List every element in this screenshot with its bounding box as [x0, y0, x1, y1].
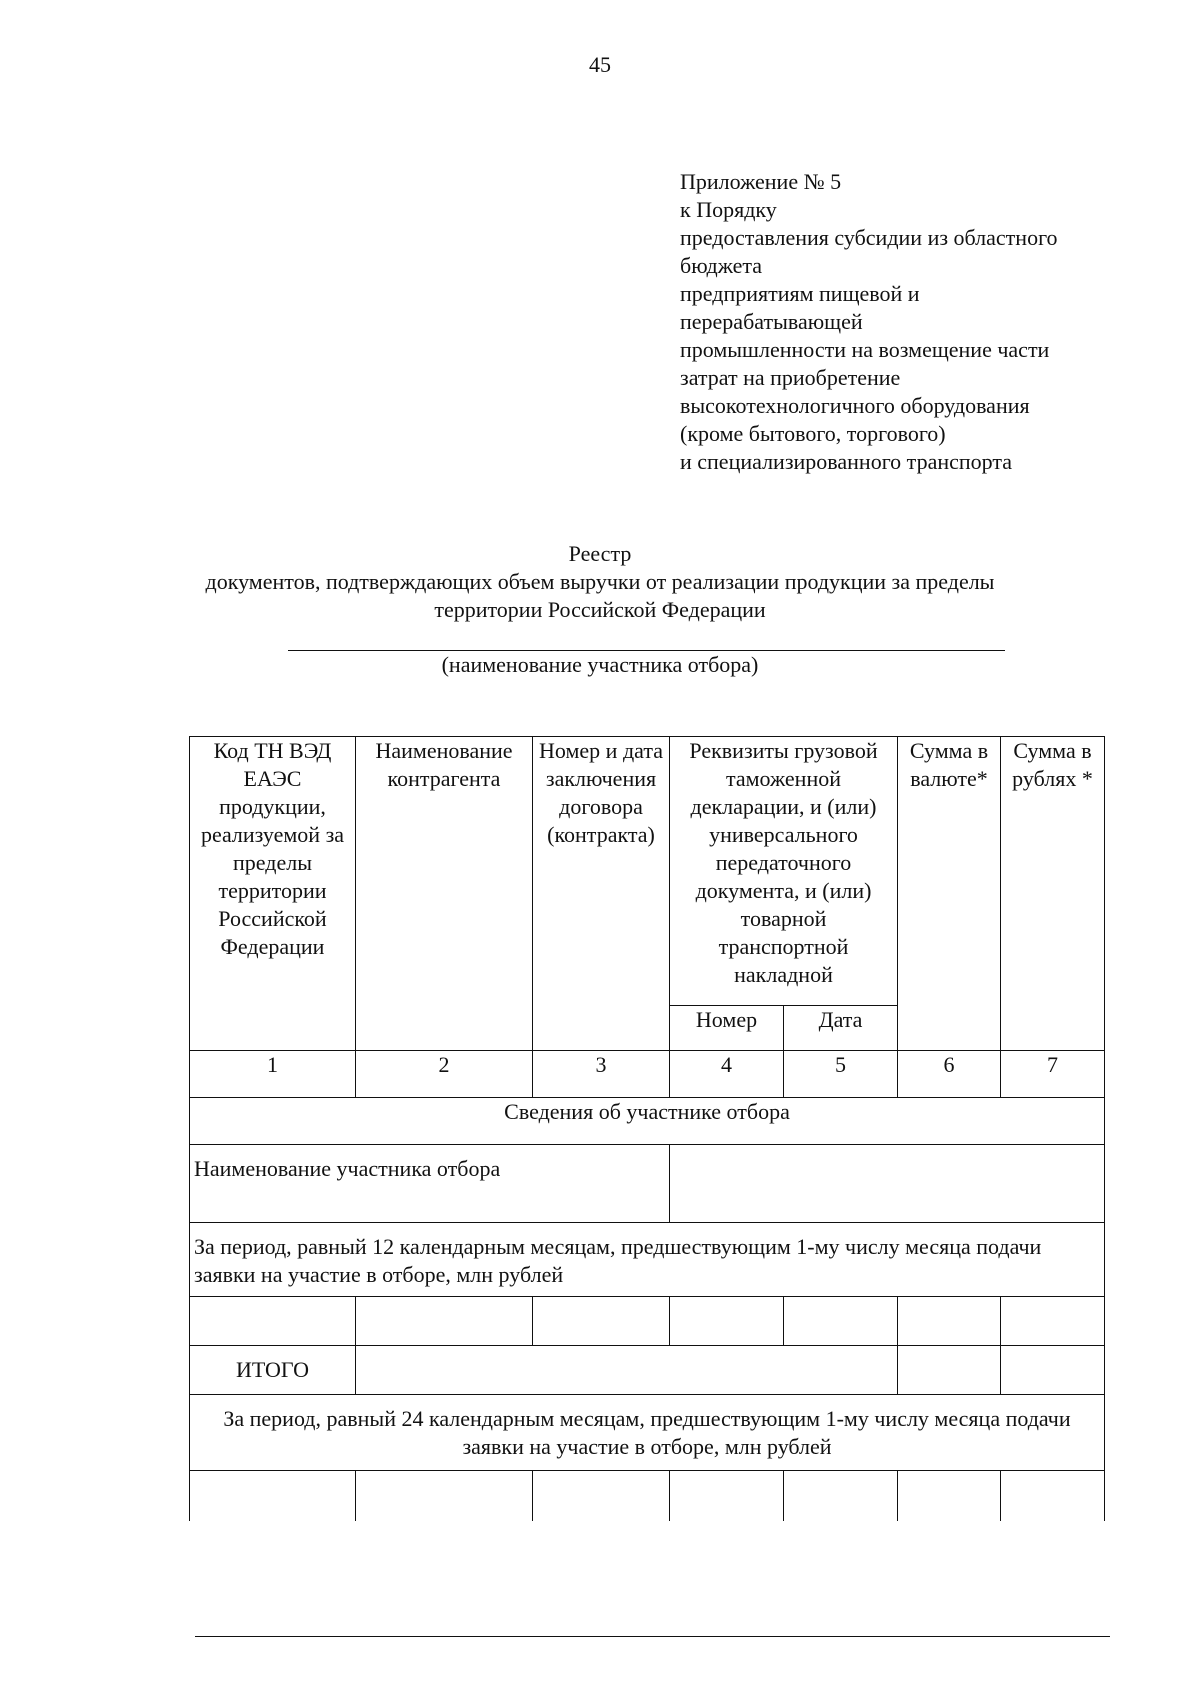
- table-cell[interactable]: [190, 1297, 356, 1346]
- table-cell[interactable]: [784, 1471, 898, 1521]
- table-cell[interactable]: [533, 1471, 670, 1521]
- section-row: [190, 1098, 1105, 1145]
- appendix-line: (кроме бытового, торгового): [680, 421, 946, 446]
- table-cell[interactable]: [898, 1471, 1001, 1521]
- subheader-number: Номер: [670, 1006, 784, 1051]
- table-cell[interactable]: [356, 1297, 533, 1346]
- appendix-line: к Порядку: [680, 197, 777, 222]
- appendix-line: предприятиям пищевой и: [680, 281, 920, 306]
- column-number: 7: [1001, 1051, 1105, 1098]
- table-row: [190, 1297, 1105, 1346]
- column-number: 4: [670, 1051, 784, 1098]
- participant-name-row: [190, 1145, 1105, 1223]
- table-cell[interactable]: [1001, 1471, 1105, 1521]
- header-code: Код ТН ВЭД ЕАЭС продукции, реализуемой за пределы территории Российской Федерации: [190, 737, 356, 1051]
- table-cell[interactable]: [190, 1471, 356, 1521]
- document-title: [150, 540, 1050, 624]
- column-number: 1: [190, 1051, 356, 1098]
- title-line: Реестр: [568, 541, 632, 566]
- column-number: 2: [356, 1051, 533, 1098]
- appendix-line: Приложение № 5: [680, 169, 842, 194]
- participant-name-line: [288, 650, 1005, 651]
- registry-table: [189, 736, 1105, 1521]
- period-12-label: За период, равный 12 календарным месяцам, предшествующим 1-му числу месяца подачи заявки на участие в отборе, млн рублей: [190, 1223, 1105, 1297]
- header-sum-rubles: Сумма в рублях *: [1001, 737, 1105, 1051]
- total-empty: [356, 1346, 898, 1395]
- total-sum-currency[interactable]: [898, 1346, 1001, 1395]
- total-row: [190, 1346, 1105, 1395]
- table-cell[interactable]: [670, 1471, 784, 1521]
- participant-name-caption: (наименование участника отбора): [441, 652, 759, 677]
- table-cell[interactable]: [898, 1297, 1001, 1346]
- appendix-line: предоставления субсидии из областного: [680, 225, 1058, 250]
- participant-name-value[interactable]: [670, 1145, 1105, 1223]
- period-24-label: За период, равный 24 календарным месяцам, предшествующим 1-му числу месяца подачи заявки на участие в отборе, млн рублей: [190, 1395, 1105, 1471]
- title-line: документов, подтверждающих объем выручки от реализации продукции за пределы: [205, 569, 995, 594]
- table-cell[interactable]: [670, 1297, 784, 1346]
- appendix-line: перерабатывающей: [680, 309, 863, 334]
- column-number: 3: [533, 1051, 670, 1098]
- table-cell[interactable]: [784, 1297, 898, 1346]
- title-line: территории Российской Федерации: [434, 597, 766, 622]
- header-counterparty: Наименование контрагента: [356, 737, 533, 1051]
- total-label: ИТОГО: [190, 1346, 356, 1395]
- participant-name-label: Наименование участника отбора: [190, 1145, 670, 1223]
- table-cell[interactable]: [356, 1471, 533, 1521]
- subheader-date: Дата: [784, 1006, 898, 1051]
- table-cell[interactable]: [533, 1297, 670, 1346]
- total-sum-rubles[interactable]: [1001, 1346, 1105, 1395]
- period-24-row: [190, 1395, 1105, 1471]
- footnote-separator: [195, 1636, 1110, 1637]
- header-sum-currency: Сумма в валюте*: [898, 737, 1001, 1051]
- header-declaration: Реквизиты грузовой таможенной декларации, и (или) универсального передаточного документа, и (или) товарной транспортной накладной: [670, 737, 898, 1006]
- table-row: [190, 1471, 1105, 1521]
- appendix-heading: [680, 168, 1120, 476]
- appendix-line: и специализированного транспорта: [680, 449, 1012, 474]
- appendix-line: затрат на приобретение: [680, 365, 901, 390]
- section-participant-info: Сведения об участнике отбора: [190, 1098, 1105, 1145]
- period-12-row: [190, 1223, 1105, 1297]
- column-number: 6: [898, 1051, 1001, 1098]
- table-cell[interactable]: [1001, 1297, 1105, 1346]
- column-numbers-row: [190, 1051, 1105, 1098]
- appendix-line: промышленности на возмещение части: [680, 337, 1050, 362]
- page-number: 45: [589, 52, 611, 77]
- column-number: 5: [784, 1051, 898, 1098]
- appendix-line: бюджета: [680, 253, 763, 278]
- appendix-line: высокотехнологичного оборудования: [680, 393, 1030, 418]
- header-contract: Номер и дата заключения договора (контракта): [533, 737, 670, 1051]
- table-header-row: [190, 737, 1105, 1006]
